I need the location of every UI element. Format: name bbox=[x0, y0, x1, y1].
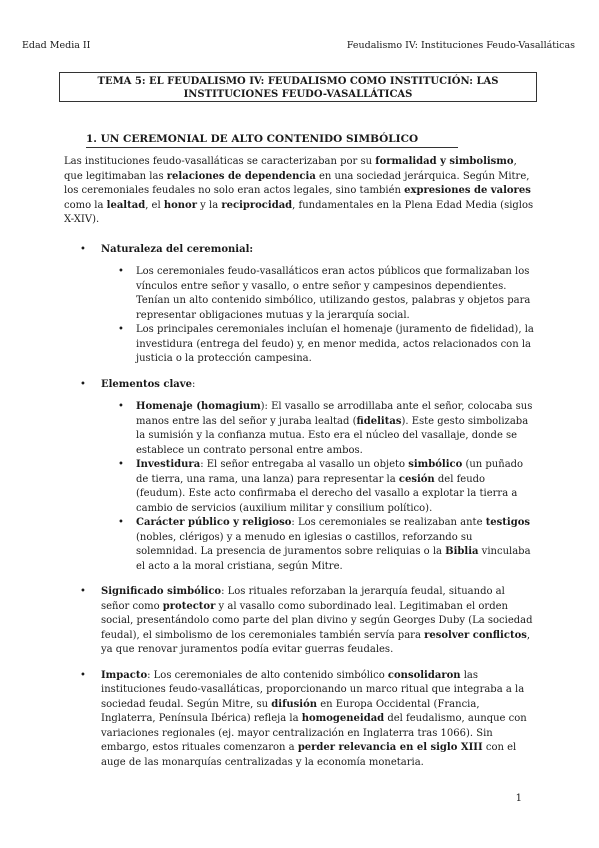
document-body bbox=[64, 155, 536, 781]
page-number: 1 bbox=[515, 793, 522, 804]
text-span: : Los rituales reforzaban la jerarquía feudal, situando al señor como bbox=[101, 586, 505, 612]
text-span: , ya que renovar juramentos podía evitar guerras feudales. bbox=[101, 629, 531, 655]
sub-list-item: • Los principales ceremoniales incluían el homenaje (juramento de fidelidad), la investidura (entrega del feudo) y, en menor medida, actos relacionados con la justicia o la protección campesina. bbox=[100, 323, 536, 367]
bold-span: Biblia bbox=[445, 546, 479, 557]
sub-bullet-list bbox=[101, 400, 536, 574]
bold-span: Impacto bbox=[101, 669, 148, 681]
bold-span: cesión bbox=[398, 473, 435, 485]
text-span: Las instituciones feudo-vasalláticas se caracterizaban por su bbox=[64, 156, 376, 167]
section-heading: 1. UN CEREMONIAL DE ALTO CONTENIDO SIMBÓLICO bbox=[86, 133, 458, 148]
text-span: : bbox=[191, 378, 196, 390]
text-span: : El señor entregaba al vasallo un objeto bbox=[200, 459, 409, 470]
bold-span: Significado simbólico bbox=[101, 586, 222, 597]
text-span: con el auge de las monarquías centralizadas y la economía monetaria. bbox=[101, 742, 517, 768]
sub-list-item-caracter bbox=[100, 516, 536, 574]
list-item-elementos bbox=[64, 378, 536, 575]
bold-span: perder relevancia en el siglo XIII bbox=[297, 742, 483, 753]
intro-paragraph bbox=[64, 155, 536, 228]
bold-span: expresiones de valores bbox=[404, 185, 531, 196]
bold-span: testigos bbox=[485, 517, 531, 528]
bold-span: protector bbox=[162, 600, 216, 612]
bullet-label: Naturaleza del ceremonial: bbox=[101, 243, 254, 255]
bold-span: consolidaron bbox=[387, 669, 461, 681]
text-span: del feudalismo, aunque con variaciones regionales (ej. mayor centralización en Inglaterra tras 1066). Sin embargo, estos rituales comenzaron a bbox=[101, 713, 527, 753]
list-item-significado bbox=[64, 585, 536, 658]
bold-span: Carácter público y religioso bbox=[136, 517, 292, 528]
text-span: (nobles, clérigos) y a menudo en iglesias o castillos, reforzando su solemnidad. La presencia de juramentos sobre reliquias o la bbox=[136, 531, 473, 557]
bold-span: difusión bbox=[271, 698, 318, 710]
text-span: como la bbox=[64, 199, 107, 211]
text-span: y al vasallo como subordinado leal. Legitimaban el orden social, presentándolo como parte del plan divino y según Georges Duby (La sociedad feudal), el simbolismo de los ceremoniales también servía para bbox=[101, 600, 533, 641]
running-header-right: Feudalismo IV: Instituciones Feudo-Vasalláticas bbox=[346, 40, 575, 51]
bold-span: Homenaje (homagium bbox=[136, 401, 261, 412]
bold-span: homogeneidad bbox=[301, 713, 385, 724]
bold-span: fidelitas bbox=[356, 415, 402, 427]
main-bullet-list bbox=[64, 243, 536, 771]
text-span: : Los ceremoniales se realizaban ante bbox=[291, 517, 486, 528]
text-span: las instituciones feudo-vasalláticas, proporcionando un marco ritual que integraba a la sociedad feudal. Según Mitre, su bbox=[101, 669, 525, 710]
topic-title-box bbox=[59, 72, 537, 102]
text-span: (un puñado de tierra, una rama, una lanza) para representar la bbox=[136, 459, 524, 485]
bold-span: relaciones de dependencia bbox=[166, 170, 316, 182]
text-span: del feudo (feudum). Este acto confirmaba el derecho del vasallo a explotar la tierra a cambio de servicios (auxilium militar y consilium político). bbox=[136, 473, 518, 514]
topic-title-line-1: TEMA 5: EL FEUDALISMO IV: FEUDALISMO COMO INSTITUCIÓN: LAS bbox=[97, 76, 499, 87]
sub-list-item: • Los ceremoniales feudo-vasalláticos eran actos públicos que formalizaban los vínculos entre señor y vasallo, o entre señor y campesinos dependientes. Tenían un alto contenido simbólico, utilizando gestos, palabras y objetos para representar obligaciones mutuas y la jerarquía social. bbox=[100, 265, 536, 323]
bold-span: reciprocidad bbox=[221, 199, 293, 211]
list-item-naturaleza bbox=[64, 243, 536, 367]
text-span: y la bbox=[197, 199, 222, 211]
bold-span: resolver conflictos bbox=[424, 629, 527, 641]
topic-title-line-2: INSTITUCIONES FEUDO-VASALLÁTICAS bbox=[183, 89, 413, 100]
bold-span: Investidura bbox=[136, 459, 201, 470]
bold-span: honor bbox=[163, 199, 197, 211]
bullet-label: Elementos clave bbox=[101, 378, 192, 390]
bold-span: simbólico bbox=[408, 459, 463, 470]
text-span: ): El vasallo se arrodillaba ante el señor, colocaba sus manos entre las del señor y juraba lealtad ( bbox=[136, 401, 533, 427]
sub-bullet-list bbox=[101, 265, 536, 367]
running-header-left: Edad Media II bbox=[22, 40, 91, 51]
text-span: , fundamentales en la Plena Edad Media (siglos X-XIV). bbox=[64, 199, 534, 225]
text-span: , que legitimaban las bbox=[64, 156, 517, 182]
text-span: vinculaba el acto a la moral cristiana, según Mitre. bbox=[136, 546, 531, 572]
bold-span: formalidad y simbolismo bbox=[375, 156, 514, 167]
text-span: : Los ceremoniales de alto contenido simbólico bbox=[147, 669, 388, 681]
text-span: , el bbox=[145, 199, 164, 211]
text-span: en Europa Occidental (Francia, Inglaterra, Península Ibérica) refleja la bbox=[101, 698, 480, 724]
text-span: en una sociedad jerárquica. Según Mitre, los ceremoniales feudales no solo eran actos legales, sino también bbox=[64, 170, 530, 196]
sub-list-item-homenaje bbox=[100, 400, 536, 458]
list-item-impacto bbox=[64, 669, 536, 771]
bold-span: lealtad bbox=[106, 199, 146, 211]
text-span: ). Este gesto simbolizaba la sumisión y la confianza mutua. Esto era el núcleo del vasallaje, donde se establece un contrato personal entre ambos. bbox=[136, 415, 529, 456]
sub-list-item-investidura bbox=[100, 458, 536, 516]
